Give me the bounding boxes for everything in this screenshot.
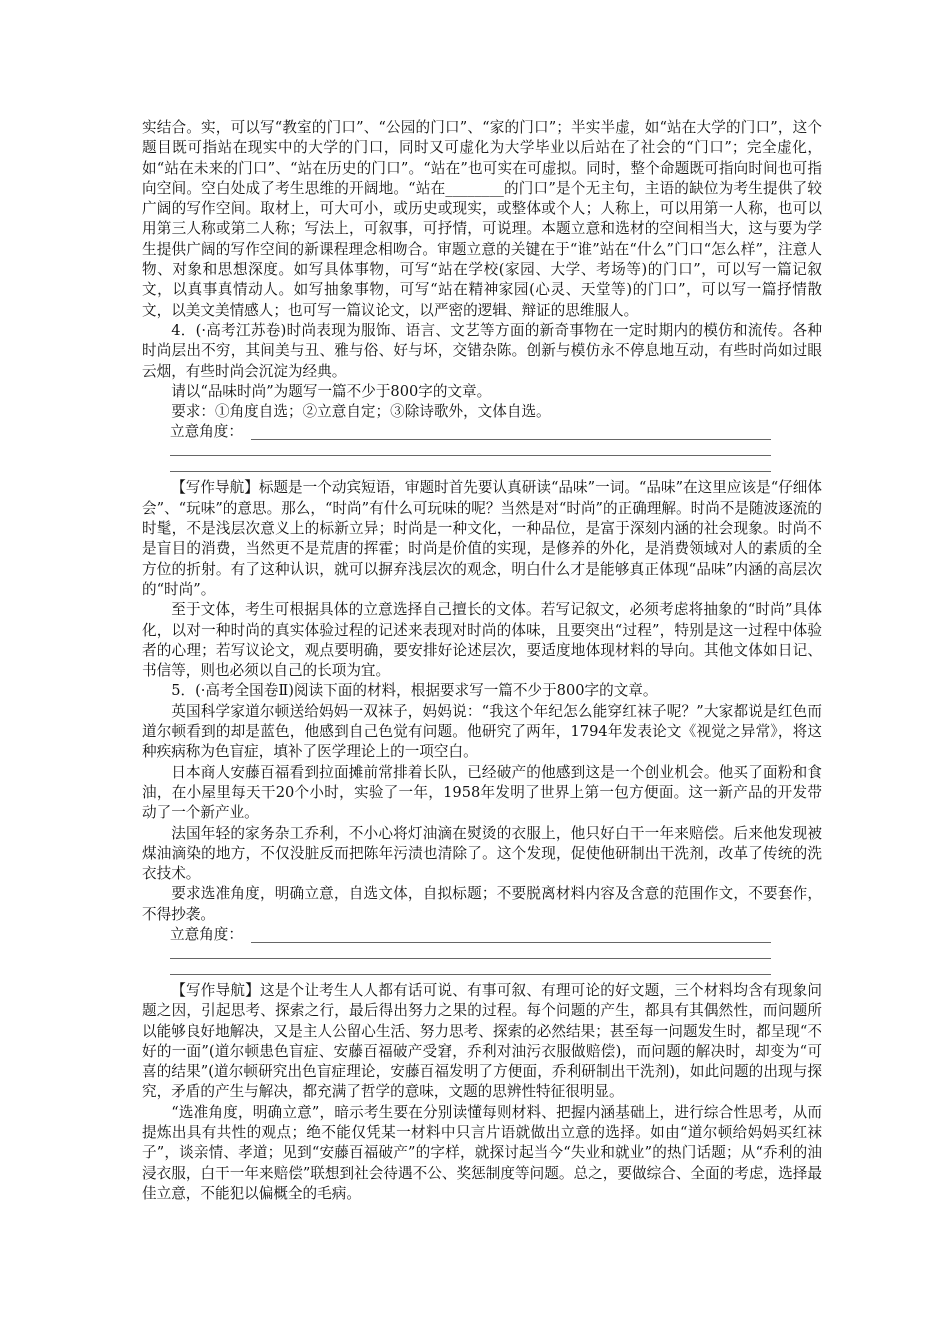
q5-guide-2: “选准角度，明确立意”，暗示考生要在分别读懂每则材料、把握内涵基础上，进行综合性思考，从而提炼出具有共性的观点；绝不能仅凭某一材料中只言片语就做出立意的选择。如由“道尔顿给妈妈买红袜子”，谈亲情、孝道；见到“安藤百福破产”的字样，就探讨起当今“失业和就业”的热门话题；从“乔利的油浸衣服，白干一年来赔偿”联想到社会待遇不公、奖惩制度等问题。总之，要做综合、全面的考虑，选择最佳立意，不能犯以偏概全的毛病。 bbox=[142, 1103, 822, 1202]
q5-requirements: 要求选准角度，明确立意，自选文体，自拟标题；不要脱离材料内容及含意的范围作文，不要套作，不得抄袭。 bbox=[142, 885, 822, 923]
q5-material-3: 法国年轻的家务杂工乔利，不小心将灯油滴在熨烫的衣服上，他只好白干一年来赔偿。后来他发现被煤油滴染的地方，不仅没脏反而把陈年污渍也清除了。这个发现，促使他研制出干洗剂，改革了传统的洗衣技术。 bbox=[142, 824, 822, 883]
document-body bbox=[142, 118, 822, 1204]
q4-task: 请以“品味时尚”为题写一篇不少于800字的文章。 bbox=[171, 382, 492, 400]
q4-guide-2: 至于文体，考生可根据具体的立意选择自己擅长的文体。若写记叙文，必须考虑将抽象的“时尚”具体化，以对一种时尚的真实体验过程的记述来表现对时尚的体味，且要突出“过程”，特别是这一过程中体验者的心理；若写议论文，观点要明确，要安排好论述层次，要适度地体现材料的导向。其他文体如日记、书信等，则也必须以自己的长项为宜。 bbox=[142, 601, 822, 680]
q5-material-2: 日本商人安藤百福看到拉面摊前常排着长队，已经破产的他感到这是一个创业机会。他买了面粉和食油，在小屋里每天干20个小时，实验了一年，1958年发明了世界上第一包方便面。这一新产品的开发带动了一个新产业。 bbox=[142, 763, 822, 822]
answer-line bbox=[251, 942, 771, 943]
answer-line bbox=[170, 471, 771, 472]
answer-line bbox=[170, 455, 771, 456]
q4-prompt: 4．(·高考江苏卷)时尚表现为服饰、语言、文艺等方面的新奇事物在一定时期内的模仿和流传。各种时尚层出不穷，其间美与丑、雅与俗、好与坏，交错杂陈。创新与模仿永不停息地互动，有些时尚如过眼云烟，有些时尚会沉淀为经典。 bbox=[142, 321, 822, 380]
q4-guide: 【写作导航】标题是一个动宾短语，审题时首先要认真研读“品味”一词。“品味”在这里应该是“仔细体会”、“玩味”的意思。那么，“时尚”有什么可玩味的呢？当然是对“时尚”的正确理解。时尚不是随波逐流的时髦，不是浅层次意义上的标新立异；时尚是一种文化，一种品位，是富于深刻内涵的社会现象。时尚不是盲目的消费，当然更不是荒唐的挥霍；时尚是价值的实现，是修养的外化，是消费领域对人的素质的全方位的折射。有了这种认识，就可以摒弃浅层次的观念，明白什么才是能够真正体现“品味”内涵的高层次的“时尚”。 bbox=[142, 479, 822, 598]
q4-requirements: 要求：①角度自选；②立意自定；③除诗歌外，文体自选。 bbox=[171, 403, 551, 421]
q5-guide: 【写作导航】这是个让考生人人都有话可说、有事可叙、有理可论的好文题，三个材料均含有现象问题之因，引起思考、探索之行，最后得出努力之果的过程。每个问题的产生，都具有其偶然性，而问题所以能够良好地解决，又是主人公留心生活、努力思考、探索的必然结果；甚至每一问题发生时，都呈现“不好的一面”(道尔顿患色盲症、安藤百福破产受窘，乔利对油污衣服做赔偿)，而问题的解决时，却变为“可喜的结果”(道尔顿研究出色盲症理论，安藤百福发明了方便面，乔利研制出干洗剂)，如此问题的出现与探究，矛盾的产生与解决，都充满了哲学的意味，文题的思辨性特征很明显。 bbox=[142, 981, 822, 1101]
q5-material-1: 英国科学家道尔顿送给妈妈一双袜子，妈妈说：“我这个年纪怎么能穿红袜子呢？”大家都说是红色而道尔顿看到的却是蓝色，他感到自己色觉有问题。他研究了两年，1794年发表论文《视觉之异常》，将这种疾病称为色盲症，填补了医学理论上的一项空白。 bbox=[142, 702, 822, 761]
answer-line bbox=[170, 958, 771, 959]
answer-line bbox=[170, 974, 771, 975]
q5-answer-area bbox=[142, 925, 822, 981]
q5-prompt: 5．(·高考全国卷Ⅱ)阅读下面的材料，根据要求写一篇不少于800字的文章。 bbox=[171, 682, 658, 700]
q5-answer-label: 立意角度： bbox=[170, 925, 243, 943]
q4-answer-area bbox=[142, 422, 822, 478]
answer-line bbox=[251, 439, 771, 440]
intro-paragraph: 实结合。实，可以写“教室的门口”、“公园的门口”、“家的门口”；半实半虚，如“站在大学的门口”，这个题目既可指站在现实中的大学的门口，同时又可虚化为大学毕业以后站在了社会的“门口”；完全虚化，如“站在未来的门口”、“站在历史的门口”。“站在”也可实在可虚拟。同时，整个命题既可指向时间也可指向空间。空白处成了考生思维的开阔地。“站在________的门口”是个无主句，主语的缺位为考生提供了较广阔的写作空间。取材上，可大可小，或历史或现实，或整体或个人；人称上，可以用第一人称，也可以用第三人称或第二人称；写法上，可叙事，可抒情，可说理。本题立意和选材的空间相当大，这与要为学生提供广阔的写作空间的新课程理念相吻合。审题立意的关键在于“谁”站在“什么”门口“怎么样”，注意人物、对象和思想深度。如写具体事物，可写“站在学校(家园、大学、考场等)的门口”，可以写一篇记叙文，以真事真情动人。如写抽象事物，可写“站在精神家园(心灵、天堂等)的门口”，可以写一篇抒情散文，以美文美情感人；也可写一篇议论文，以严密的逻辑、辩证的思维服人。 bbox=[142, 119, 822, 319]
q4-answer-label: 立意角度： bbox=[170, 423, 243, 441]
